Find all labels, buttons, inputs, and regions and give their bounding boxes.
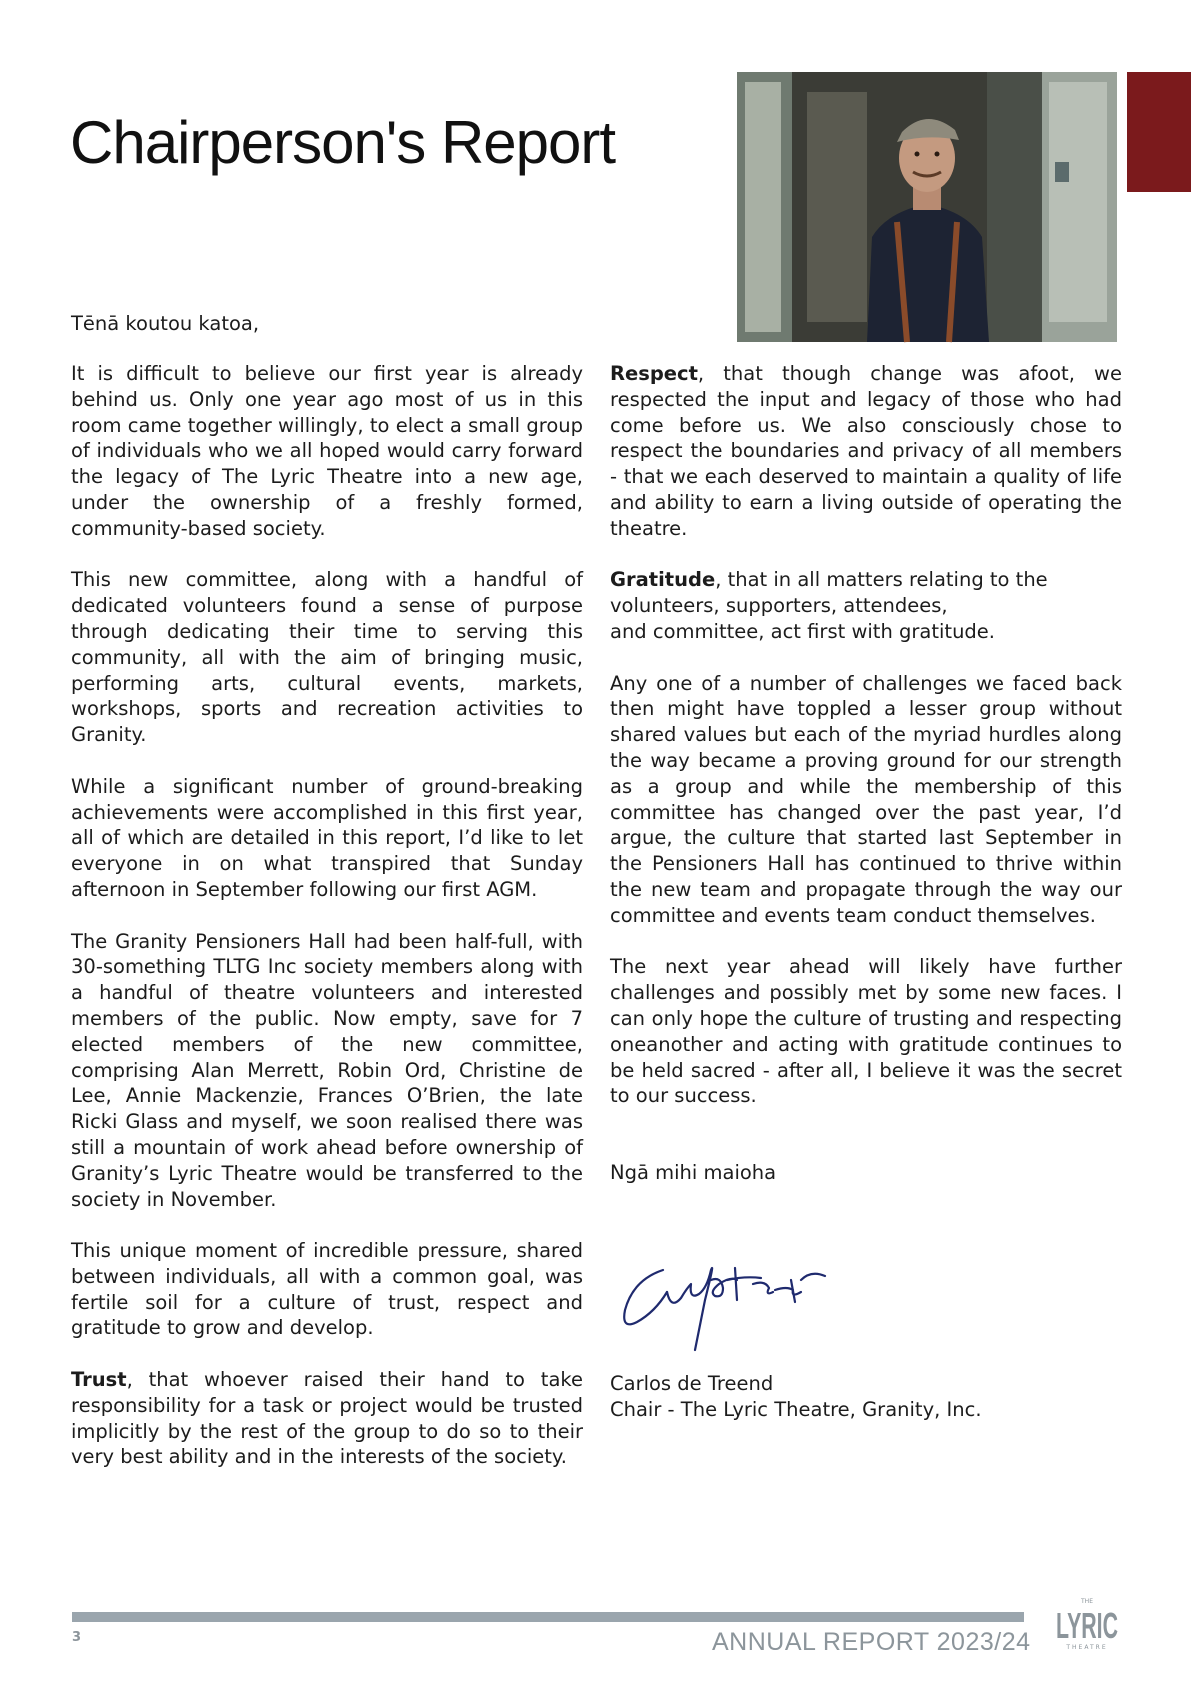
footer-bar	[72, 1612, 1024, 1622]
logo-top-text: THE	[1081, 1598, 1093, 1605]
logo-bottom-text: THEATRE	[1066, 1644, 1108, 1651]
trust-term: Trust	[71, 1368, 127, 1392]
left-column	[71, 361, 583, 1496]
greeting: Tēnā koutou katoa,	[71, 312, 260, 335]
paragraph: This unique moment of incredible pressure, shared between individuals, all with a common goal, was fertile soil for a culture of trust, respect and gratitude to grow and develop.	[71, 1239, 583, 1340]
chairperson-photo	[737, 72, 1117, 342]
accent-block	[1127, 72, 1191, 192]
gratitude-text: , that in all matters relating to the volunteers, supporters, attendees,	[610, 568, 1048, 618]
paragraph: The next year ahead will likely have further challenges and possibly met by some new faces. I can only hope the culture of trusting and respecting oneanother and acting with gratitude continues to be held sacred - after all, I believe it was the secret to our success.	[610, 955, 1122, 1108]
trust-text: , that whoever raised their hand to take responsibility for a task or project would be trusted implicitly by the rest of the group to do so to their very best ability and in the interests of the society.	[71, 1368, 583, 1469]
respect-paragraph	[610, 361, 1122, 542]
paragraph: Any one of a number of challenges we faced back then might have toppled a lesser group without shared values but each of the myriad hurdles along the way became a proving ground for our strength as a group and while the membership of this committee has changed over the past year, I’d argue, the culture that started last September in the Pensioners Hall has continued to thrive within the new team and propagate through the way our committee and events team conduct themselves.	[610, 671, 1122, 927]
page-number: 3	[72, 1630, 82, 1645]
paragraph: It is difficult to believe our first year is already behind us. Only one year ago most of us in this room came together willingly, to elect a small group of individuals who we all hoped would carry forward the legacy of The Lyric Theatre into a new age, under the ownership of a freshly formed, community-based society.	[71, 362, 583, 540]
paragraph: The Granity Pensioners Hall had been half-full, with 30-something TLTG Inc society members along with a handful of theatre volunteers and interested members of the public. Now empty, save for 7 elected members of the new committee, comprising Alan Merrett, Robin Ord, Christine de Lee, Annie Mackenzie, Frances O’Brien, the late Ricki Glass and myself, we soon realised there was still a mountain of work ahead before ownership of Granity’s Lyric Theatre would be transferred to the society in November.	[71, 929, 583, 1211]
paragraph: This new committee, along with a handful of dedicated volunteers found a sense of purpose through dedicating their time to serving this community, all with the aim of bringing music, performing arts, cultural events, markets, workshops, sports and recreation activities to Granity.	[71, 568, 583, 747]
signatory-name: Carlos de Treend	[610, 1372, 774, 1395]
signatory	[610, 1371, 982, 1423]
trust-paragraph	[71, 1367, 583, 1470]
gratitude-paragraph	[610, 567, 1122, 644]
signature	[615, 1240, 835, 1360]
respect-term: Respect	[610, 362, 698, 385]
gratitude-text-continued: and committee, act first with gratitude.	[610, 619, 996, 643]
logo-main-text: LYRIC	[1056, 1605, 1118, 1646]
gratitude-term: Gratitude	[610, 568, 716, 592]
footer-report-title: ANNUAL REPORT 2023/24	[712, 1628, 1031, 1656]
paragraph: While a significant number of ground-breaking achievements were accomplished in this first year, all of which are detailed in this report, I’d like to let everyone in on what transpired that Sunday afternoon in September following our first AGM.	[71, 774, 583, 901]
right-column	[610, 361, 1122, 1212]
page-title: Chairperson's Report	[70, 109, 616, 176]
signatory-role: Chair - The Lyric Theatre, Granity, Inc.	[610, 1398, 982, 1421]
closing: Ngā mihi maioha	[610, 1161, 777, 1185]
lyric-theatre-logo	[1054, 1596, 1120, 1652]
respect-text: , that though change was afoot, we respected the input and legacy of those who had come before us. We also consciously chose to respect the boundaries and privacy of all members - that we each deserved to maintain a quality of life and ability to earn a living outside of operating the theatre.	[610, 362, 1122, 540]
